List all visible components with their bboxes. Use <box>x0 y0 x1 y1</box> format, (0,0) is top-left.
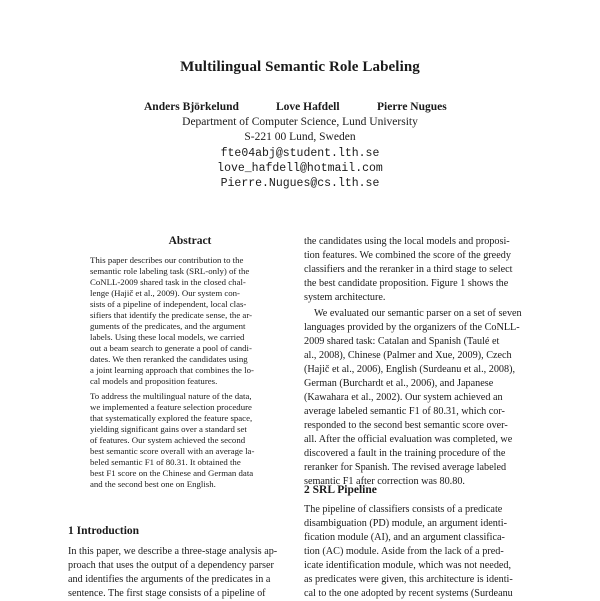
abstract-line: beled semantic F1 of 80.31. It obtained the <box>90 457 241 467</box>
abstract-line: dates. We then reranked the candidates using <box>90 354 248 364</box>
abstract-line: and the second best one on English. <box>90 479 216 489</box>
email-address[interactable]: fte04abj@student.lth.se <box>220 147 380 160</box>
body-line: as predicates were given, this architecture is identi- <box>304 574 513 585</box>
abstract-line: sists of a pipeline of independent, local clas- <box>90 299 247 309</box>
body-line: reranker for Spanish. The revised average labeled <box>304 462 507 473</box>
body-line: disambiguation (PD) module, an argument identi- <box>304 518 507 529</box>
section-heading-srl-pipeline: 2 SRL Pipeline <box>304 484 377 496</box>
abstract-line: To address the multilingual nature of the data, <box>90 391 252 401</box>
body-line: icate identification module, which was not needed, <box>304 560 512 571</box>
abstract-line: sifiers that identify the predicate sense, the ar- <box>90 310 253 320</box>
body-line: the candidates using the local models and proposi- <box>304 236 510 247</box>
abstract-heading: Abstract <box>168 235 212 247</box>
abstract-line: that systematically explored the feature space, <box>90 413 253 423</box>
body-line: German (Burchardt et al., 2006), and Japanese <box>304 378 494 389</box>
affiliation-line: Department of Computer Science, Lund University <box>182 116 418 128</box>
abstract-line: labels. Using these local models, we carried <box>90 332 245 342</box>
paper-title: Multilingual Semantic Role Labeling <box>180 59 420 75</box>
body-line: (Hajič et al., 2006), English (Surdeanu et al., 2008), <box>304 364 516 375</box>
body-line: classifiers and the reranker in a third stage to select <box>304 264 513 275</box>
abstract-line: cal models and proposition features. <box>90 376 218 386</box>
abstract-line: semantic role labeling task (SRL-only) of the <box>90 266 250 276</box>
author-name: Pierre Nugues <box>377 101 447 113</box>
body-line: 2009 shared task: Catalan and Spanish (Taulé et <box>304 336 500 347</box>
body-line: We evaluated our semantic parser on a set of seven <box>314 308 522 319</box>
body-line: and identifies the arguments of the predicates in a <box>68 574 271 585</box>
abstract-line: guments of the predicates, and the argument <box>90 321 246 331</box>
affiliation-line: S-221 00 Lund, Sweden <box>244 131 356 143</box>
body-line: the best candidate proposition. Figure 1 shows the <box>304 278 509 289</box>
body-line: cal to the one adopted by recent systems (Surdeanu <box>304 588 513 599</box>
body-line: tion (AC) module. Aside from the lack of a pred- <box>304 546 504 557</box>
body-line: tion features. We combined the score of the greedy <box>304 250 511 261</box>
body-line: (Kawahara et al., 2002). Our system achieved an <box>304 392 503 403</box>
author-name: Anders Björkelund <box>144 101 239 113</box>
abstract-line: out a beam search to generate a pool of candi- <box>90 343 252 353</box>
section-heading-introduction: 1 Introduction <box>68 525 140 537</box>
body-line: The pipeline of classifiers consists of a predicate <box>304 504 503 515</box>
abstract-line: best semantic score overall with an average la- <box>90 446 255 456</box>
abstract-line: This paper describes our contribution to the <box>90 255 244 265</box>
body-line: sentence. The first stage consists of a pipeline of <box>68 588 266 599</box>
abstract-line: of features. Our system achieved the second <box>90 435 246 445</box>
abstract-line: CoNLL-2009 shared task in the closed chal- <box>90 277 246 287</box>
body-line: responded to the second best semantic score over- <box>304 420 508 431</box>
body-line: all. After the official evaluation was completed, we <box>304 434 513 445</box>
body-line: semantic F1 after correction was 80.80. <box>304 476 465 487</box>
body-line: languages provided by the organizers of the CoNLL- <box>304 322 520 333</box>
body-line: al., 2008), Chinese (Palmer and Xue, 2009), Czech <box>304 350 512 361</box>
body-line: discovered a fault in the training procedure of the <box>304 448 506 459</box>
abstract-line: we implemented a feature selection procedure <box>90 402 252 412</box>
email-address[interactable]: Pierre.Nugues@cs.lth.se <box>220 177 380 190</box>
body-line: fication module (AI), and an argument classifica- <box>304 532 505 543</box>
body-line: proach that uses the output of a dependency parser <box>68 560 274 571</box>
author-name: Love Hafdell <box>276 101 340 113</box>
body-line: system architecture. <box>304 292 386 303</box>
abstract-line: a joint learning approach that combines the lo- <box>90 365 254 375</box>
abstract-line: lenge (Hajič et al., 2009). Our system con- <box>90 288 240 298</box>
body-line: average labeled semantic F1 of 80.31, which cor- <box>304 406 505 417</box>
abstract-line: best F1 score on the Chinese and German data <box>90 468 254 478</box>
abstract-line: yielding significant gains over a standard set <box>90 424 247 434</box>
email-address[interactable]: love_hafdell@hotmail.com <box>217 162 383 175</box>
body-line: In this paper, we describe a three-stage analysis ap- <box>68 546 278 557</box>
